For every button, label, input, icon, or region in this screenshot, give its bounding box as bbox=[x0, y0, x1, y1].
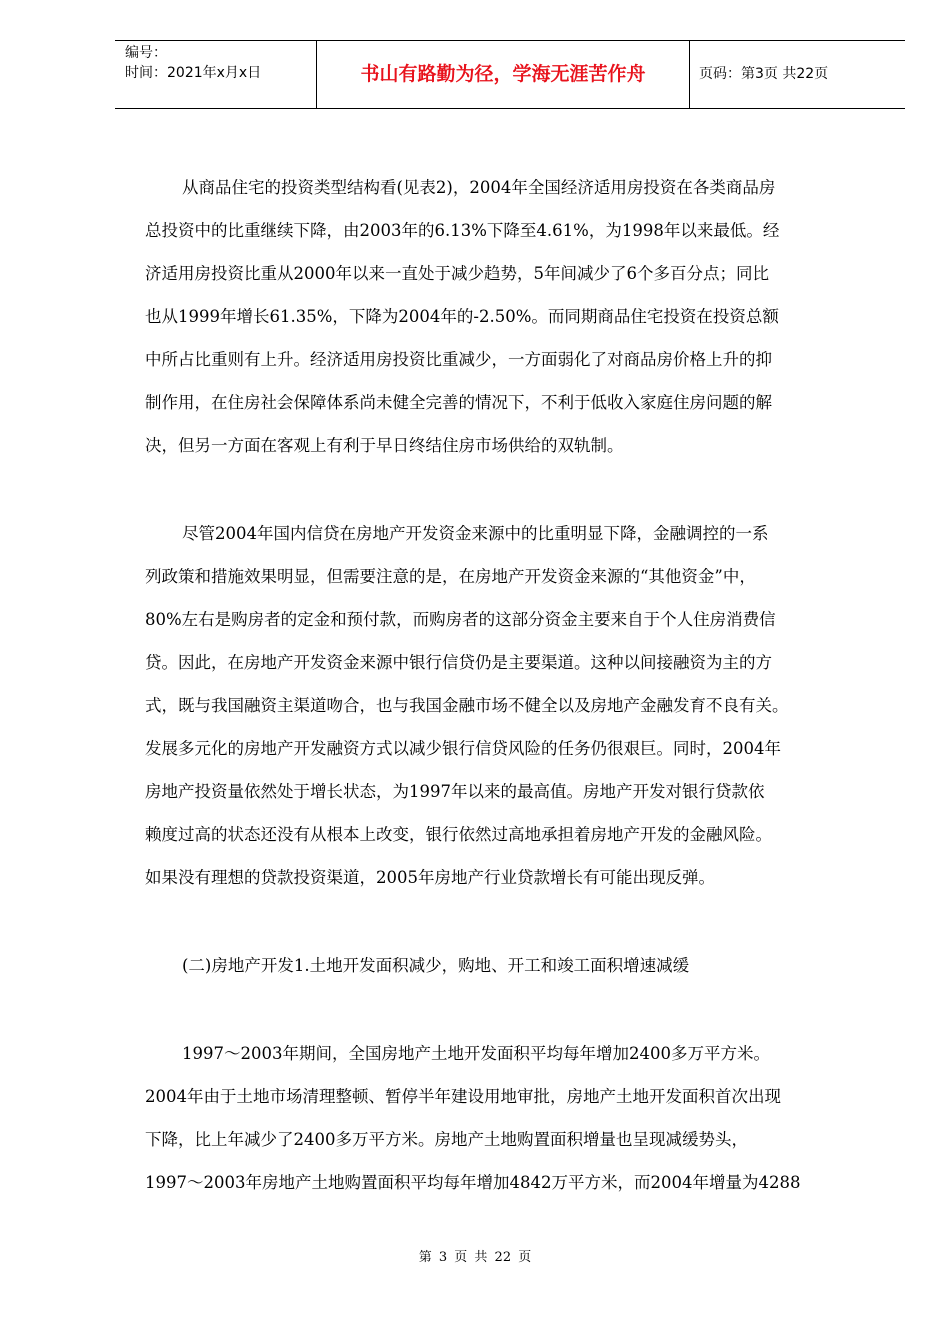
text-line: 1997～2003年房地产土地购置面积平均每年增加4842万平方米，而2004年增量为4288 bbox=[145, 1173, 801, 1192]
text-line: 制作用，在住房社会保障体系尚未健全完善的情况下，不利于低收入家庭住房问题的解 bbox=[145, 393, 772, 412]
text-line: 下降，比上年减少了2400多万平方米。房地产土地购置面积增量也呈现减缓势头， bbox=[145, 1130, 748, 1149]
text-line: 列政策和措施效果明显，但需要注意的是，在房地产开发资金来源的“其他资金”中， bbox=[145, 567, 756, 586]
header-motto: 书山有路勤为径，学海无涯苦作舟 bbox=[360, 63, 646, 85]
page-footer: 第 3 页 共 22 页 bbox=[418, 1250, 532, 1265]
section-heading: (二)房地产开发1.土地开发面积减少，购地、开工和竣工面积增速减缓 bbox=[182, 956, 690, 975]
text-line: 赖度过高的状态还没有从根本上改变，银行依然过高地承担着房地产开发的金融风险。 bbox=[145, 825, 772, 844]
text-line: 尽管2004年国内信贷在房地产开发资金来源中的比重明显下降，金融调控的一系 bbox=[182, 524, 769, 543]
text-line: 决，但另一方面在客观上有利于早日终结住房市场供给的双轨制。 bbox=[145, 436, 624, 455]
text-line: 总投资中的比重继续下降，由2003年的6.13%下降至4.61%，为1998年以来最低。经 bbox=[145, 221, 780, 240]
text-line: 房地产投资量依然处于增长状态，为1997年以来的最高值。房地产开发对银行贷款依 bbox=[145, 782, 765, 801]
text-line: 如果没有理想的贷款投资渠道，2005年房地产行业贷款增长有可能出现反弹。 bbox=[145, 868, 715, 887]
text-line: 贷。因此，在房地产开发资金来源中银行信贷仍是主要渠道。这种以间接融资为主的方 bbox=[145, 653, 772, 672]
text-line: 从商品住宅的投资类型结构看(见表2)，2004年全国经济适用房投资在各类商品房 bbox=[182, 178, 776, 197]
number-label: 编号： bbox=[125, 45, 167, 61]
text-line: 济适用房投资比重从2000年以来一直处于减少趋势，5年间减少了6个多百分点；同比 bbox=[145, 264, 769, 283]
time-label: 时间：2021年x月x日 bbox=[125, 65, 262, 81]
page-header bbox=[115, 40, 905, 109]
header-meta bbox=[125, 43, 261, 83]
text-line: 80%左右是购房者的定金和预付款，而购房者的这部分资金主要来自于个人住房消费信 bbox=[145, 610, 776, 629]
text-line: 式，既与我国融资主渠道吻合，也与我国金融市场不健全以及房地产金融发育不良有关。 bbox=[145, 696, 789, 715]
header-page-info: 页码：第3页 共22页 bbox=[699, 66, 829, 82]
text-line: 2004年由于土地市场清理整顿、暂停半年建设用地审批，房地产土地开发面积首次出现 bbox=[145, 1087, 781, 1106]
header-divider bbox=[689, 41, 690, 108]
text-line: 发展多元化的房地产开发融资方式以减少银行信贷风险的任务仍很艰巨。同时，2004年 bbox=[145, 739, 781, 758]
text-line: 中所占比重则有上升。经济适用房投资比重减少，一方面弱化了对商品房价格上升的抑 bbox=[145, 350, 772, 369]
text-line: 1997～2003年期间，全国房地产土地开发面积平均每年增加2400多万平方米。 bbox=[182, 1044, 770, 1063]
text-line: 也从1999年增长61.35%，下降为2004年的-2.50%。而同期商品住宅投资在投资总额 bbox=[145, 307, 779, 326]
